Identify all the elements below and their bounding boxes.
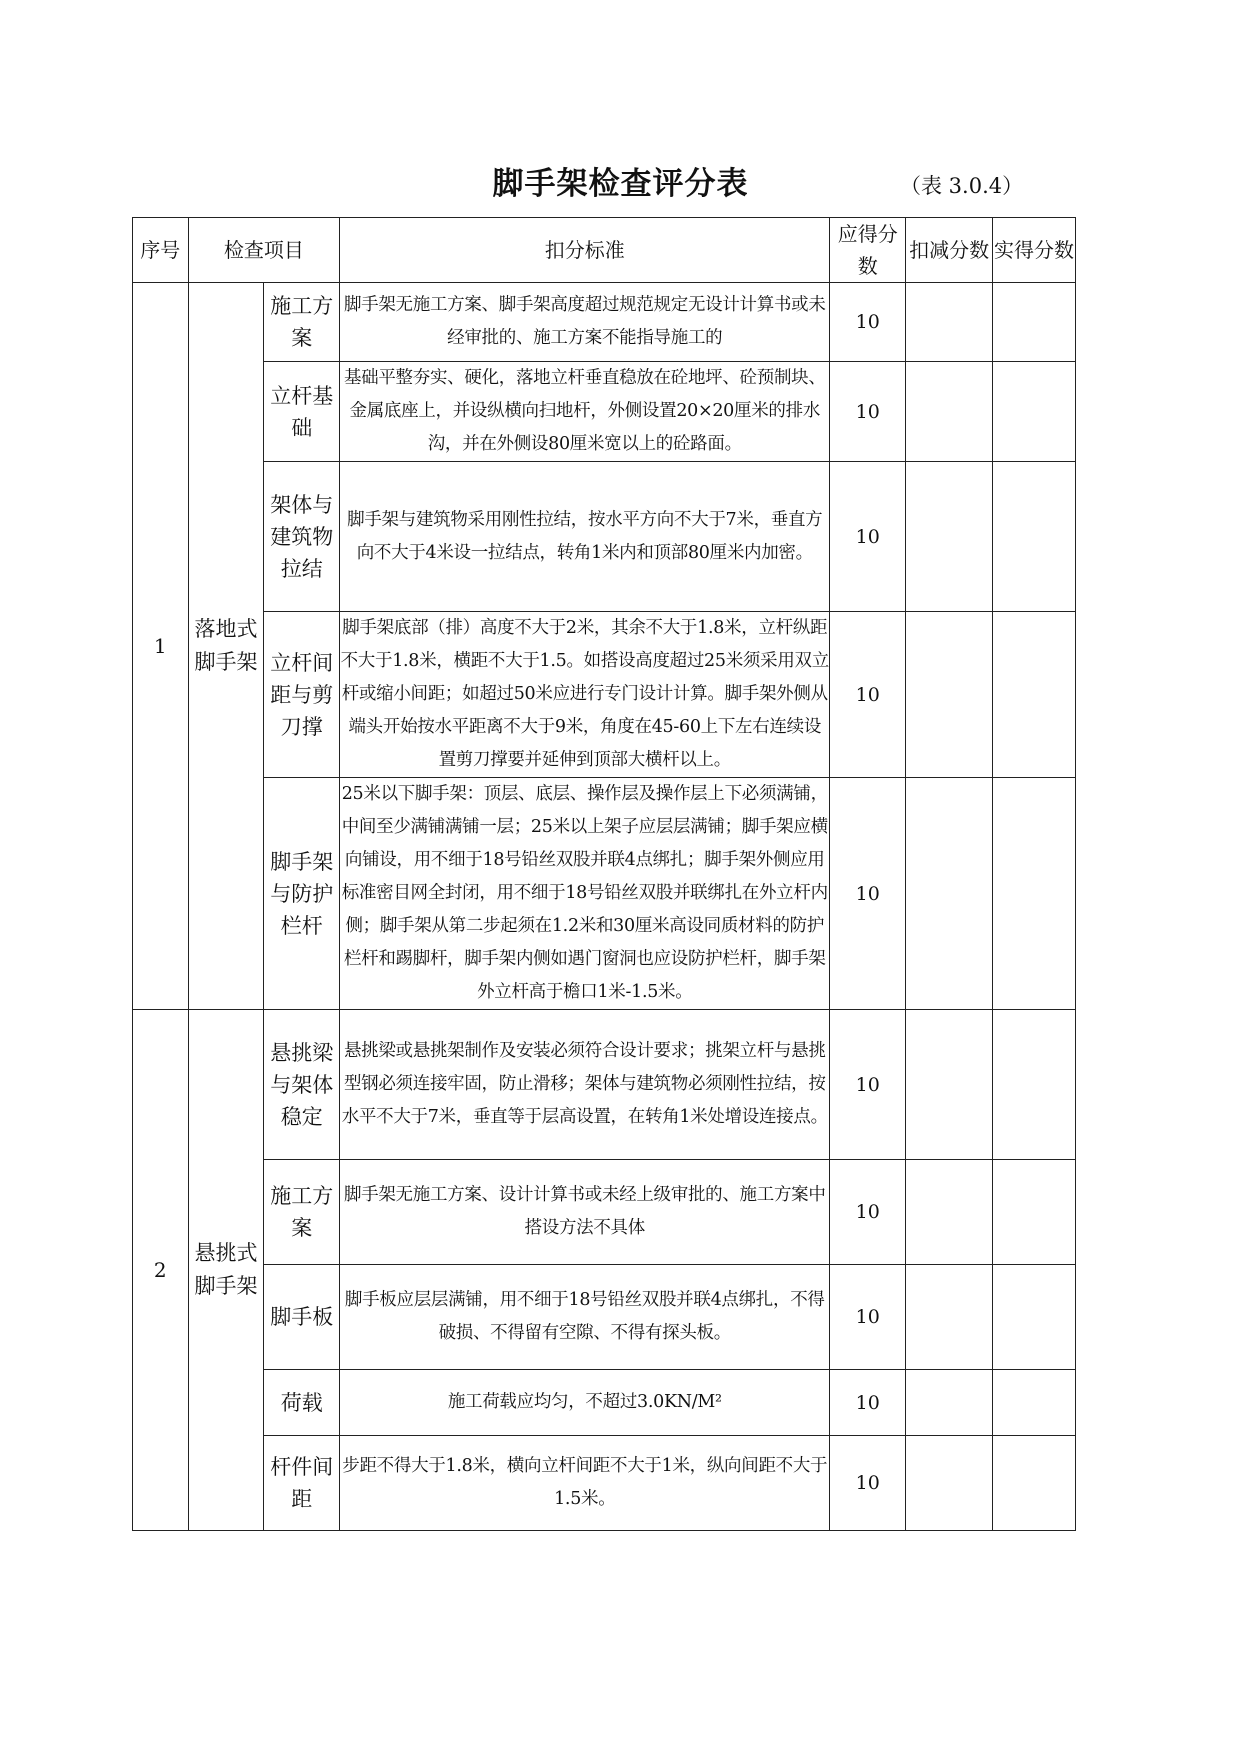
- actual-score-field[interactable]: [993, 1265, 1076, 1370]
- table-row: [133, 283, 1076, 362]
- group-category: 落地式脚手架: [188, 283, 264, 1010]
- table-row: [133, 362, 1076, 462]
- deduct-score-field[interactable]: [906, 1010, 993, 1160]
- group-seq: 1: [133, 283, 189, 1010]
- deduct-score-field[interactable]: [906, 1370, 993, 1436]
- due-score: 10: [830, 1160, 906, 1265]
- check-item: 悬挑梁与架体稳定: [264, 1010, 340, 1160]
- due-score: 10: [830, 1265, 906, 1370]
- actual-score-field[interactable]: [993, 1370, 1076, 1436]
- due-score: 10: [830, 362, 906, 462]
- table-header-row: [133, 218, 1076, 283]
- due-score: 10: [830, 462, 906, 612]
- check-item: 施工方案: [264, 283, 340, 362]
- check-item: 荷载: [264, 1370, 340, 1436]
- table-row: [133, 612, 1076, 778]
- actual-score-field[interactable]: [993, 1436, 1076, 1531]
- header-due-score: 应得分数: [830, 218, 906, 283]
- actual-score-field[interactable]: [993, 283, 1076, 362]
- deduct-score-field[interactable]: [906, 362, 993, 462]
- deduction-standard: 基础平整夯实、硬化，落地立杆垂直稳放在砼地坪、砼预制块、金属底座上，并设纵横向扫地杆，外侧设置20×20厘米的排水沟，并在外侧设80厘米宽以上的砼路面。: [340, 362, 830, 462]
- actual-score-field[interactable]: [993, 462, 1076, 612]
- group-category: 悬挑式脚手架: [188, 1010, 264, 1531]
- actual-score-field[interactable]: [993, 1160, 1076, 1265]
- header-standard: 扣分标准: [340, 218, 830, 283]
- table-row: [133, 778, 1076, 1010]
- deduct-score-field[interactable]: [906, 1265, 993, 1370]
- deduct-score-field[interactable]: [906, 462, 993, 612]
- header-seq: 序号: [133, 218, 189, 283]
- deduction-standard: 步距不得大于1.8米，横向立杆间距不大于1米，纵向间距不大于1.5米。: [340, 1436, 830, 1531]
- deduction-standard: 脚手架与建筑物采用刚性拉结，按水平方向不大于7米，垂直方向不大于4米设一拉结点，转角1米内和顶部80厘米内加密。: [340, 462, 830, 612]
- deduct-score-field[interactable]: [906, 283, 993, 362]
- check-item: 立杆基础: [264, 362, 340, 462]
- table-row: [133, 1265, 1076, 1370]
- deduction-standard: 25米以下脚手架：顶层、底层、操作层及操作层上下必须满铺，中间至少满铺满铺一层；25米以上架子应层层满铺；脚手架应横向铺设，用不细于18号铅丝双股并联4点绑扎；脚手架外侧应用标准密目网全封闭，用不细于18号铅丝双股并联绑扎在外立杆内侧；脚手架从第二步起须在1.2米和30厘米高设同质材料的防护栏杆和踢脚杆，脚手架内侧如遇门窗洞也应设防护栏杆，脚手架外立杆高于檐口1米-1.5米。: [340, 778, 830, 1010]
- deduct-score-field[interactable]: [906, 612, 993, 778]
- check-item: 架体与建筑物拉结: [264, 462, 340, 612]
- deduct-score-field[interactable]: [906, 1160, 993, 1265]
- actual-score-field[interactable]: [993, 778, 1076, 1010]
- deduct-score-field[interactable]: [906, 778, 993, 1010]
- table-row: [133, 1436, 1076, 1531]
- actual-score-field[interactable]: [993, 1010, 1076, 1160]
- due-score: 10: [830, 1370, 906, 1436]
- due-score: 10: [830, 283, 906, 362]
- table-row: [133, 1370, 1076, 1436]
- check-item: 立杆间距与剪刀撑: [264, 612, 340, 778]
- header-deduct-score: 扣减分数: [906, 218, 993, 283]
- deduction-standard: 脚手架无施工方案、设计计算书或未经上级审批的、施工方案中搭设方法不具体: [340, 1160, 830, 1265]
- table-number: （表 3.0.4）: [900, 174, 1024, 198]
- group-seq: 2: [133, 1010, 189, 1531]
- check-item: 杆件间距: [264, 1436, 340, 1531]
- page-title: 脚手架检查评分表: [492, 166, 749, 202]
- deduction-standard: 施工荷载应均匀，不超过3.0KN/M²: [340, 1370, 830, 1436]
- check-item: 施工方案: [264, 1160, 340, 1265]
- due-score: 10: [830, 778, 906, 1010]
- actual-score-field[interactable]: [993, 362, 1076, 462]
- check-item: 脚手板: [264, 1265, 340, 1370]
- deduct-score-field[interactable]: [906, 1436, 993, 1531]
- header-item: 检查项目: [188, 218, 340, 283]
- actual-score-field[interactable]: [993, 612, 1076, 778]
- deduction-standard: 脚手板应层层满铺，用不细于18号铅丝双股并联4点绑扎，不得破损、不得留有空隙、不得有探头板。: [340, 1265, 830, 1370]
- deduction-standard: 悬挑梁或悬挑架制作及安装必须符合设计要求；挑架立杆与悬挑型钢必须连接牢固，防止滑移；架体与建筑物必须刚性拉结，按水平不大于7米，垂直等于层高设置，在转角1米处增设连接点。: [340, 1010, 830, 1160]
- inspection-score-table: [132, 217, 1076, 1531]
- check-item: 脚手架与防护栏杆: [264, 778, 340, 1010]
- deduction-standard: 脚手架无施工方案、脚手架高度超过规范规定无设计计算书或未经审批的、施工方案不能指导施工的: [340, 283, 830, 362]
- deduction-standard: 脚手架底部（排）高度不大于2米，其余不大于1.8米，立杆纵距不大于1.8米，横距不大于1.5。如搭设高度超过25米须采用双立杆或缩小间距；如超过50米应进行专门设计计算。脚手架外侧从端头开始按水平距离不大于9米，角度在45-60上下左右连续设置剪刀撑要并延伸到顶部大横杆以上。: [340, 612, 830, 778]
- table-row: [133, 462, 1076, 612]
- due-score: 10: [830, 1010, 906, 1160]
- due-score: 10: [830, 612, 906, 778]
- table-row: [133, 1160, 1076, 1265]
- due-score: 10: [830, 1436, 906, 1531]
- table-row: [133, 1010, 1076, 1160]
- header-actual-score: 实得分数: [993, 218, 1076, 283]
